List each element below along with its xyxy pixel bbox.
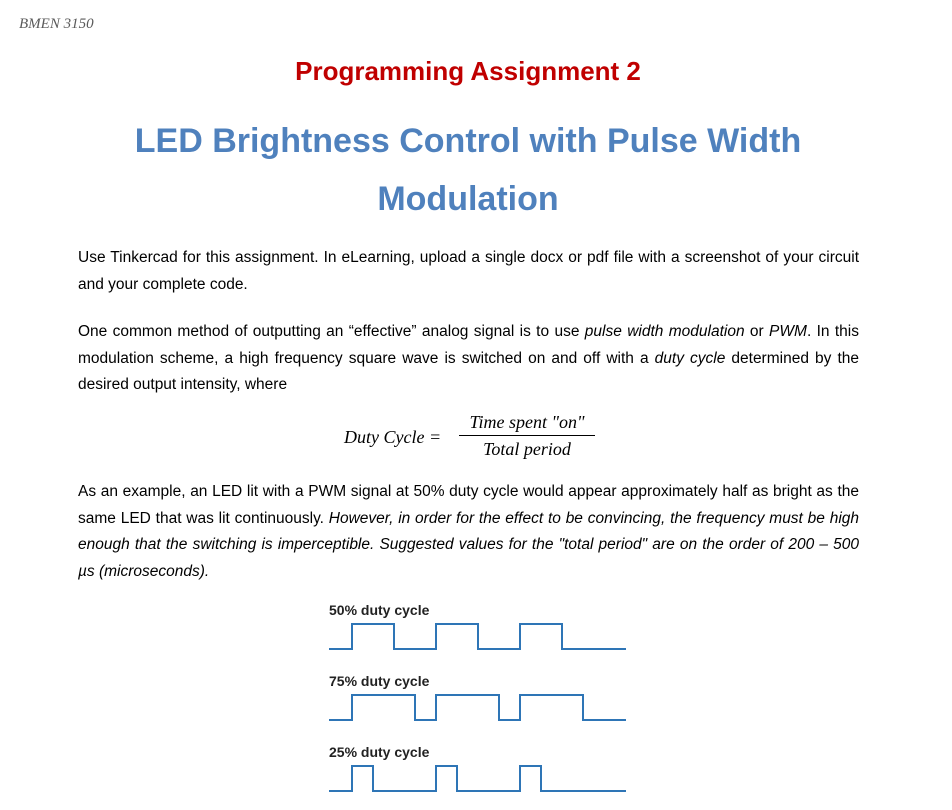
waveform-50 <box>329 624 626 649</box>
waveform-label-75: 75% duty cycle <box>329 673 430 689</box>
formula-denominator: Total period <box>483 439 571 459</box>
waveform-25 <box>329 766 626 791</box>
waveform-label-25: 25% duty cycle <box>329 744 430 760</box>
duty-cycle-term: duty cycle <box>654 349 726 367</box>
waveform-label-50: 50% duty cycle <box>329 602 430 618</box>
formula-numerator: Time spent "on" <box>469 412 585 432</box>
example-paragraph: As an example, an LED lit with a PWM signal at 50% duty cycle would appear approximately half as bright as the same LED that was lit continuously. However, in order for the effect to be convincing, the frequency must be high enough that the switching is imperceptible. Suggested values for the "total period" are on the order of 200 – 500 µs (microseconds). <box>78 483 860 580</box>
formula-lhs: Duty Cycle = <box>344 427 442 447</box>
waveform-75 <box>329 695 626 720</box>
example-italic-text: However, in order for the effect to be convincing, the frequency must be high enough that the switching is imperceptible. Suggested values for the "total period" are on the order of 200 – 500 µs (microseconds). <box>78 509 860 580</box>
assignment-subtitle: Programming Assignment 2 <box>295 56 641 86</box>
pwm-abbrev: PWM <box>769 323 807 340</box>
instructions-paragraph: Use Tinkercad for this assignment. In eLearning, upload a single docx or pdf file with a screenshot of your circuit and your complete code. <box>78 249 859 293</box>
pwm-term: pulse width modulation <box>584 323 745 340</box>
page-title: LED Brightness Control with Pulse Width Modulation <box>134 122 802 218</box>
pwm-intro-paragraph: One common method of outputting an “effective” analog signal is to use pulse width modulation or PWM. In this modulation scheme, a high frequency square wave is switched on and off with a duty cycle determined by the desired output intensity, where <box>78 323 859 393</box>
course-header: BMEN 3150 <box>19 16 94 32</box>
